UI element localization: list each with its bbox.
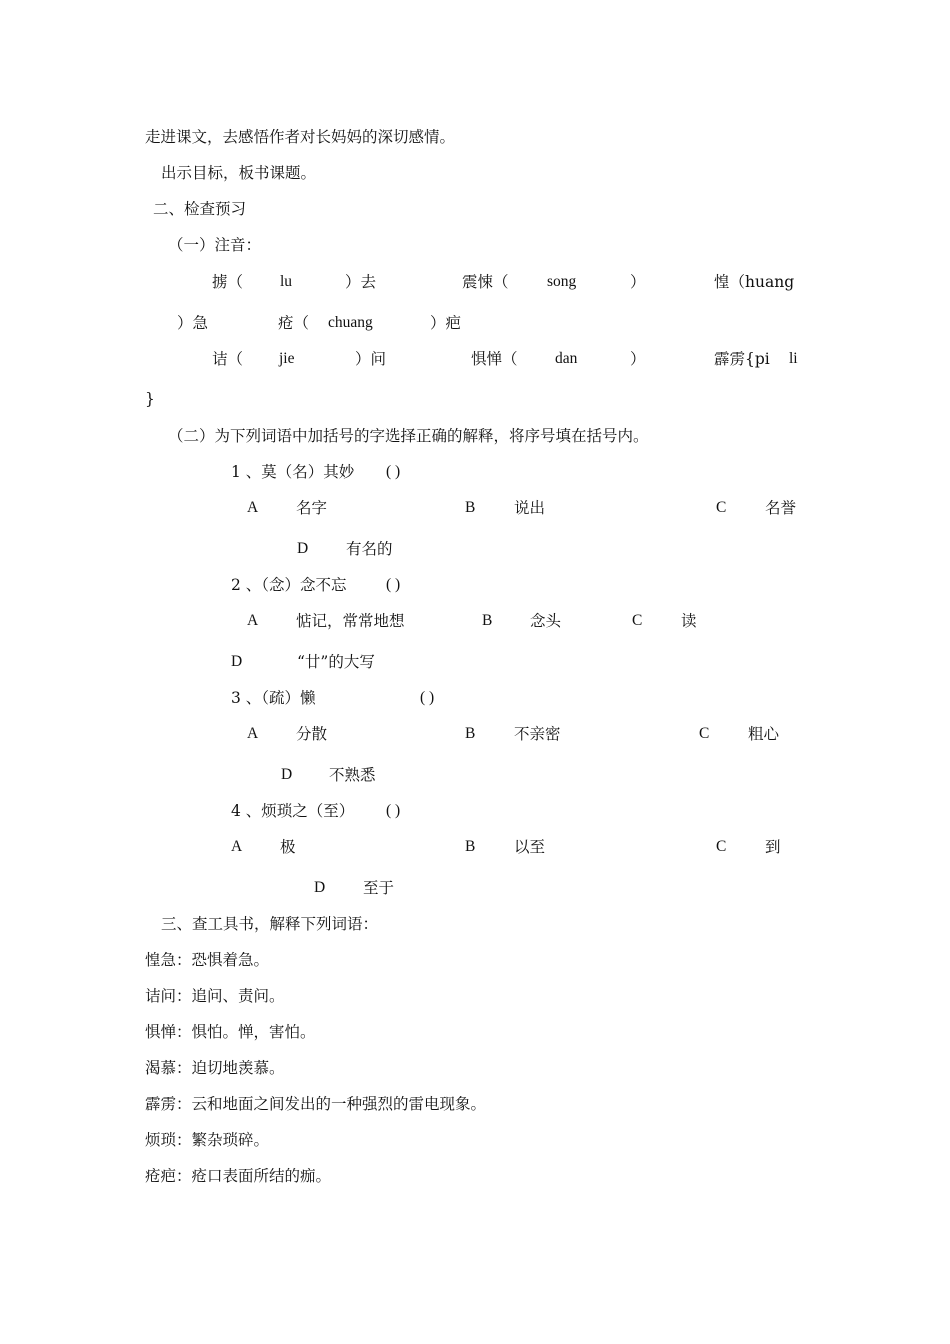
pinyin-item-pinyin: jie xyxy=(279,350,295,367)
pinyin-item-pinyin: lu xyxy=(280,273,293,290)
section-2-heading: 二、检查预习 xyxy=(153,200,247,218)
pinyin-item-word: 疮（ xyxy=(278,314,310,332)
option-text: 名誉 xyxy=(765,499,797,517)
option-letter: C xyxy=(716,838,727,855)
pinyin-item-tail: ）疤 xyxy=(430,314,462,332)
option-letter: B xyxy=(465,499,476,516)
pinyin-item-word: 掳（ xyxy=(212,273,244,291)
definition-item: 疮疤：疮口表面所结的痂。 xyxy=(145,1167,332,1185)
pinyin-item-word: 惧惮（ xyxy=(471,350,518,368)
question-stem: 1 、莫（名）其妙 xyxy=(231,463,355,481)
option-text: 极 xyxy=(280,838,296,856)
option-letter: D xyxy=(297,540,309,557)
pinyin-item-word: 惶（huang xyxy=(714,273,795,291)
option-letter: D xyxy=(281,766,293,783)
option-letter: B xyxy=(465,838,476,855)
definition-item: 惧惮：惧怕。惮，害怕。 xyxy=(145,1023,316,1041)
option-text: 念头 xyxy=(530,612,562,630)
answer-blank: ( ) xyxy=(420,689,435,706)
pinyin-item-pinyin: li xyxy=(789,350,798,367)
option-letter: B xyxy=(465,725,476,742)
option-text: 名字 xyxy=(296,499,328,517)
option-text: 分散 xyxy=(296,725,328,743)
option-letter: C xyxy=(716,499,727,516)
pinyin-item-tail: ） xyxy=(630,273,646,291)
option-letter: B xyxy=(482,612,493,629)
pinyin-wrap-brace: } xyxy=(145,390,155,408)
pinyin-item-word: 霹雳{pi xyxy=(714,350,770,368)
pinyin-item-pinyin: dan xyxy=(555,350,578,367)
option-letter: C xyxy=(632,612,643,629)
option-text: 粗心 xyxy=(748,725,780,743)
pinyin-item-word: 震悚（ xyxy=(462,273,509,291)
option-letter: C xyxy=(699,725,710,742)
option-text: 读 xyxy=(681,612,697,630)
pinyin-item-tail: ） xyxy=(630,350,646,368)
definition-item: 惶急：恐惧着急。 xyxy=(145,951,270,969)
option-text: 惦记，常常地想 xyxy=(296,612,405,630)
answer-blank: ( ) xyxy=(386,463,401,480)
definition-item: 渴慕：迫切地羡慕。 xyxy=(145,1059,285,1077)
option-letter: A xyxy=(247,612,259,629)
option-text: 至于 xyxy=(363,879,395,897)
definition-item: 霹雳：云和地面之间发出的一种强烈的雷电现象。 xyxy=(145,1095,487,1113)
pinyin-item-tail: ）问 xyxy=(355,350,387,368)
question-stem: 4 、烦琐之（至） xyxy=(231,802,355,820)
answer-blank: ( ) xyxy=(386,576,401,593)
pinyin-wrap-tail: ）急 xyxy=(177,314,209,332)
pinyin-item-pinyin: chuang xyxy=(328,314,373,331)
option-letter: D xyxy=(231,653,243,670)
part-2-heading: （二）为下列词语中加括号的字选择正确的解释，将序号填在括号内。 xyxy=(168,427,649,445)
definition-item: 诘问：追问、责问。 xyxy=(145,987,285,1005)
definition-item: 烦琐：繁杂琐碎。 xyxy=(145,1131,270,1149)
option-text: 不亲密 xyxy=(514,725,561,743)
answer-blank: ( ) xyxy=(386,802,401,819)
option-text: “廿”的大写 xyxy=(297,653,375,671)
option-letter: D xyxy=(314,879,326,896)
pinyin-item-word: 诘（ xyxy=(212,350,244,368)
option-letter: A xyxy=(231,838,243,855)
option-letter: A xyxy=(247,499,259,516)
question-stem: 3 、（疏）懒 xyxy=(231,689,316,707)
question-stem: 2 、（念）念不忘 xyxy=(231,576,347,594)
option-text: 到 xyxy=(765,838,781,856)
intro-line-2: 出示目标，板书课题。 xyxy=(161,164,317,182)
section-3-heading: 三、查工具书，解释下列词语： xyxy=(161,915,379,933)
intro-line-1: 走进课文，去感悟作者对长妈妈的深切感情。 xyxy=(145,128,456,146)
pinyin-item-pinyin: song xyxy=(547,273,577,290)
option-letter: A xyxy=(247,725,259,742)
option-text: 以至 xyxy=(514,838,546,856)
part-1-heading: （一）注音： xyxy=(168,236,262,254)
pinyin-item-tail: ）去 xyxy=(345,273,377,291)
option-text: 说出 xyxy=(514,499,546,517)
option-text: 有名的 xyxy=(346,540,393,558)
option-text: 不熟悉 xyxy=(329,766,376,784)
